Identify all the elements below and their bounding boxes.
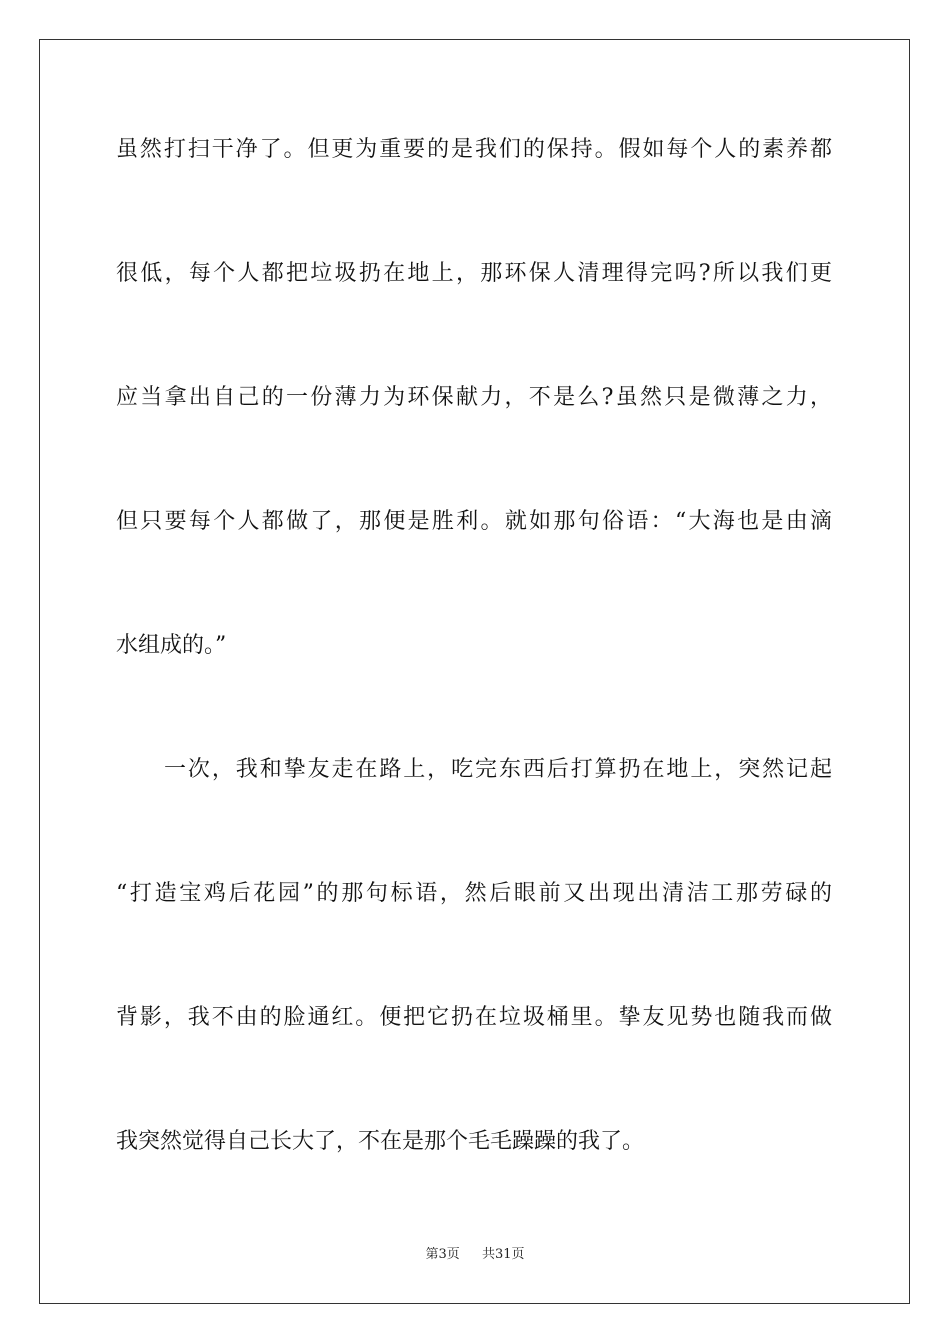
body-line-6: 一次，我和挚友走在路上，吃完东西后打算扔在地上，突然记起 (164, 757, 832, 782)
body-line-7: “打造宝鸡后花园”的那句标语，然后眼前又出现出清洁工那劳碌的 (116, 881, 832, 906)
page-border (39, 39, 910, 1304)
body-line-4: 但只要每个人都做了，那便是胜利。就如那句俗语：“大海也是由滴 (116, 509, 832, 534)
body-line-8: 背影，我不由的脸通红。便把它扔在垃圾桶里。挚友见势也随我而做 (116, 1005, 832, 1030)
body-line-9: 我突然觉得自己长大了，不在是那个毛毛躁躁的我了。 (116, 1129, 645, 1154)
body-line-2: 很低，每个人都把垃圾扔在地上，那环保人清理得完吗?所以我们更 (116, 261, 832, 286)
body-line-1: 虽然打扫干净了。但更为重要的是我们的保持。假如每个人的素养都 (116, 137, 832, 162)
page-footer (0, 1246, 950, 1264)
page-number: 第3页 (425, 1247, 460, 1262)
total-pages: 共31页 (482, 1247, 525, 1262)
body-line-5: 水组成的。” (116, 633, 227, 658)
body-line-3: 应当拿出自己的一份薄力为环保献力，不是么?虽然只是微薄之力， (116, 385, 832, 410)
